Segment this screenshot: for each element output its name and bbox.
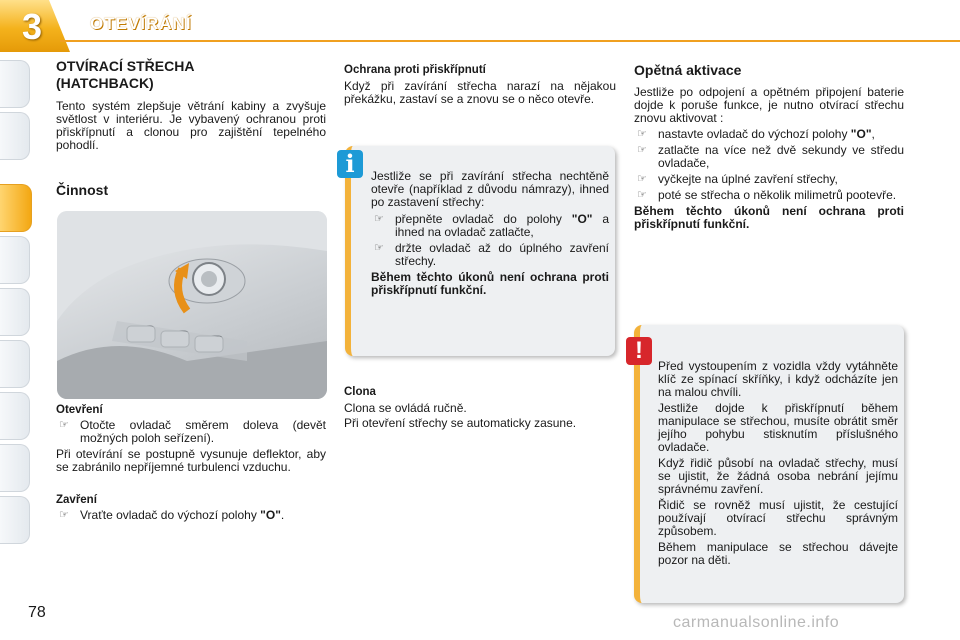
warning-icon: ! <box>626 337 652 365</box>
reactivation-warning: Během těchto úkonů není ochrana proti přiskřípnutí funkční. <box>634 204 904 231</box>
column-left-lower <box>56 404 326 525</box>
caution-text-3: Když řidič působí na ovladač střechy, musí se ujistit, že žádná osoba nebrání jejímu správnému zavření. <box>658 456 898 496</box>
warning-content <box>658 360 898 570</box>
position-o-label: "O" <box>571 212 593 226</box>
column-middle <box>344 64 616 106</box>
chapter-tab-5[interactable] <box>0 288 30 336</box>
open-text: Při otevírání se postupně vysunuje deflektor, aby se zabránilo nepříjemné turbulenci vzduchu. <box>56 447 326 474</box>
shade-text-1: Clona se ovládá ručně. <box>344 401 467 415</box>
column-right <box>634 62 904 231</box>
pinch-protection-text: Když při zavírání střecha narazí na nějakou překážku, zastaví se a znovu se o něco otevře. <box>344 79 616 106</box>
chapter-tab-3-active[interactable] <box>0 184 32 232</box>
list-item <box>371 213 609 239</box>
pinch-protection-heading: Ochrana proti přiskřípnutí <box>344 64 486 76</box>
caution-text-2: Jestliže dojde k přiskřípnutí během manipulace se střechou, musíte obrátit směr jejího pohybu stisknutím příslušného ovladače. <box>658 401 898 454</box>
chapter-tabs <box>0 60 32 580</box>
caution-text-4: Řidič se rovněž musí ujistit, že cestující používají otvírací střechu správným způsobem. <box>658 498 898 538</box>
page-header <box>0 0 960 52</box>
info-content <box>371 170 609 297</box>
reactivation-title: Opětná aktivace <box>634 62 742 78</box>
info-list <box>371 213 609 268</box>
list-item: ☞ vyčkejte na úplné zavření střechy, <box>634 173 904 186</box>
list-item <box>56 509 326 522</box>
chapter-tab-9[interactable] <box>0 496 30 544</box>
open-list <box>56 419 326 445</box>
caution-text-1: Před vystoupením z vozidla vždy vytáhněte klíč ze spínací skříňky, i když odcházíte jen na malou chvíli. <box>658 359 898 399</box>
chapter-tab-8[interactable] <box>0 444 30 492</box>
info-bullet-1-end: a ihned na ovladač zatlačte, <box>395 212 610 239</box>
list-item <box>634 128 904 141</box>
column-left <box>56 58 326 198</box>
page-title <box>56 58 326 92</box>
reactivation-text: Jestliže po odpojení a opětném připojení baterie dojde k poruše funkce, je nutno otvírací střechu znovu aktivovat : <box>634 85 904 125</box>
column-middle-lower <box>344 386 616 430</box>
header-divider <box>60 40 960 42</box>
chapter-tab-7[interactable] <box>0 392 30 440</box>
info-bullet-1-text: přepněte ovladač do polohy <box>395 212 572 226</box>
sunroof-control-illustration <box>57 211 327 399</box>
chapter-tab-1[interactable] <box>0 60 30 108</box>
title-line-2: (HATCHBACK) <box>56 75 154 91</box>
position-o-label: "O" <box>850 127 872 141</box>
list-item: ☞ Otočte ovladač směrem doleva (devět možných poloh seřízení). <box>56 419 326 445</box>
caution-text-5: Během manipulace se střechou dávejte pozor na děti. <box>658 540 898 567</box>
close-bullet-text: Vraťte ovladač do výchozí polohy <box>80 508 261 522</box>
list-item: ☞ zatlačte na více než dvě sekundy ve středu ovladače, <box>634 144 904 170</box>
list-item: ☞ držte ovladač až do úplného zavření střechy. <box>371 242 609 268</box>
chapter-title: OTEVÍRÁNÍ <box>90 14 192 33</box>
title-line-1: OTVÍRACÍ STŘECHA <box>56 58 195 74</box>
reactivation-list <box>634 128 904 202</box>
page-number: 78 <box>28 604 46 621</box>
shade-heading: Clona <box>344 386 376 398</box>
position-o-label: "O" <box>260 508 281 522</box>
info-warning-text: Během těchto úkonů není ochrana proti přiskřípnutí funkční. <box>371 270 609 297</box>
watermark: carmanualsonline.info <box>673 614 840 631</box>
reactivation-bullet-1-text: nastavte ovladač do výchozí polohy <box>658 127 851 141</box>
sunroof-control-drawing <box>57 211 327 399</box>
info-text: Jestliže se při zavírání střecha nechtěně otevře (například z důvodu námrazy), ihned po zastavení střechy: <box>371 169 609 209</box>
close-bullet-end: . <box>280 508 285 522</box>
close-list <box>56 509 326 522</box>
shade-text-2: Při otevření střechy se automaticky zasune. <box>344 416 577 430</box>
open-heading: Otevření <box>56 404 103 416</box>
info-icon: i <box>337 150 363 178</box>
list-item: ☞ poté se střecha o několik milimetrů pootevře. <box>634 189 904 202</box>
chapter-number: 3 <box>22 6 43 47</box>
section-title-operation: Činnost <box>56 182 109 198</box>
close-heading: Zavření <box>56 494 97 506</box>
chapter-tab-6[interactable] <box>0 340 30 388</box>
reactivation-bullet-1-end: , <box>871 127 875 141</box>
chapter-tab-4[interactable] <box>0 236 30 284</box>
chapter-tab-2[interactable] <box>0 112 30 160</box>
intro-text: Tento systém zlepšuje větrání kabiny a zvyšuje světlost v interiéru. Je vybavený ochranou proti přiskřípnutí a clonou pro zajištění tepelného pohodlí. <box>56 99 326 152</box>
